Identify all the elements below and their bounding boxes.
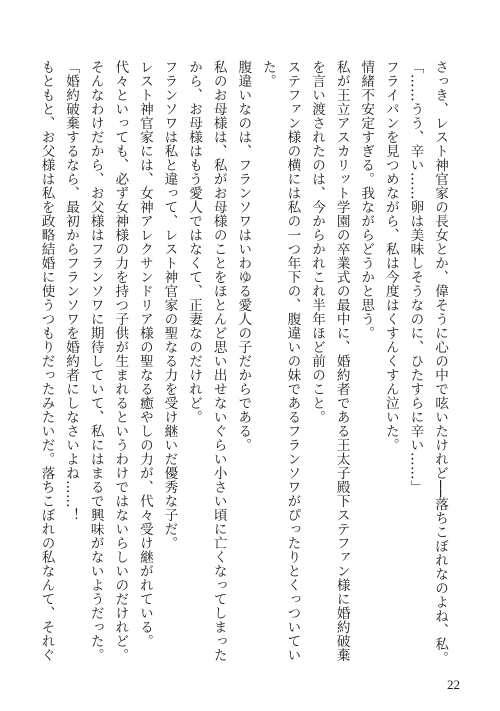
text-line: さっき、レスト神官家の長女とか、偉そうに心の中で呟いたけれど──落ちこぼれなのよね、私。 [432, 60, 448, 666]
text-line: そんなわけだから、お父様はフランソワに期待していて、私にはまるで興味がないようだった。 [87, 60, 104, 662]
text-line: レスト神官家には、女神アレクサンドリア様の聖なる癒やしの力が、代々受け継がれている。 [136, 60, 153, 648]
text-line: 情緒不安定すぎる。我ながらどうかと思う。 [358, 60, 375, 340]
text-line: を言い渡されたのは、今からかれこれ半年ほど前のこと。 [309, 60, 326, 424]
text-line: フライパンを見つめながら、私は今度はくすんくすん泣いた。 [382, 60, 399, 452]
text-line: もともと、お父様は私を政略結婚に使うつもりだったみたいだ。落ちこぼれの私なんて、それぐ [38, 60, 55, 662]
text-line: から、お母様はもう愛人ではなくて、正妻なのだけれど。 [186, 60, 203, 424]
text-line: 代々といっても、必ず女神様の力を持つ子供が生まれるというわけではないらしいのだけれど。 [112, 60, 129, 662]
vertical-text-block [34, 60, 452, 666]
text-line: 私が王立アスカリット学園の卒業式の最中に、婚約者である王太子殿下ステファン様に婚約破棄 [333, 60, 350, 662]
text-line: 「婚約破棄するなら、最初からフランソワを婚約者にしなさいよね……！ [63, 60, 80, 522]
text-line: 腹違いなのは、フランソワはいわゆる愛人の子だからである。 [235, 60, 252, 452]
text-line: 私のお母様は、私がお母様のことをほとんど思い出せないぐらい小さい頃に亡くなってしまった [210, 60, 227, 662]
text-line: ステファン様の横には私の一つ年下の、腹違いの妹であるフランソワがぴったりとくっついてい [284, 60, 301, 662]
text-line: フランソワは私と違って、レスト神官家の聖なる力を受け継いだ優秀な子だ。 [161, 60, 178, 550]
text-line: 「……うう、辛い……卵は美味しそうなのに、ひたすらに辛い……」 [407, 60, 424, 494]
text-line: た。 [259, 60, 276, 88]
page-number: 22 [447, 677, 460, 692]
